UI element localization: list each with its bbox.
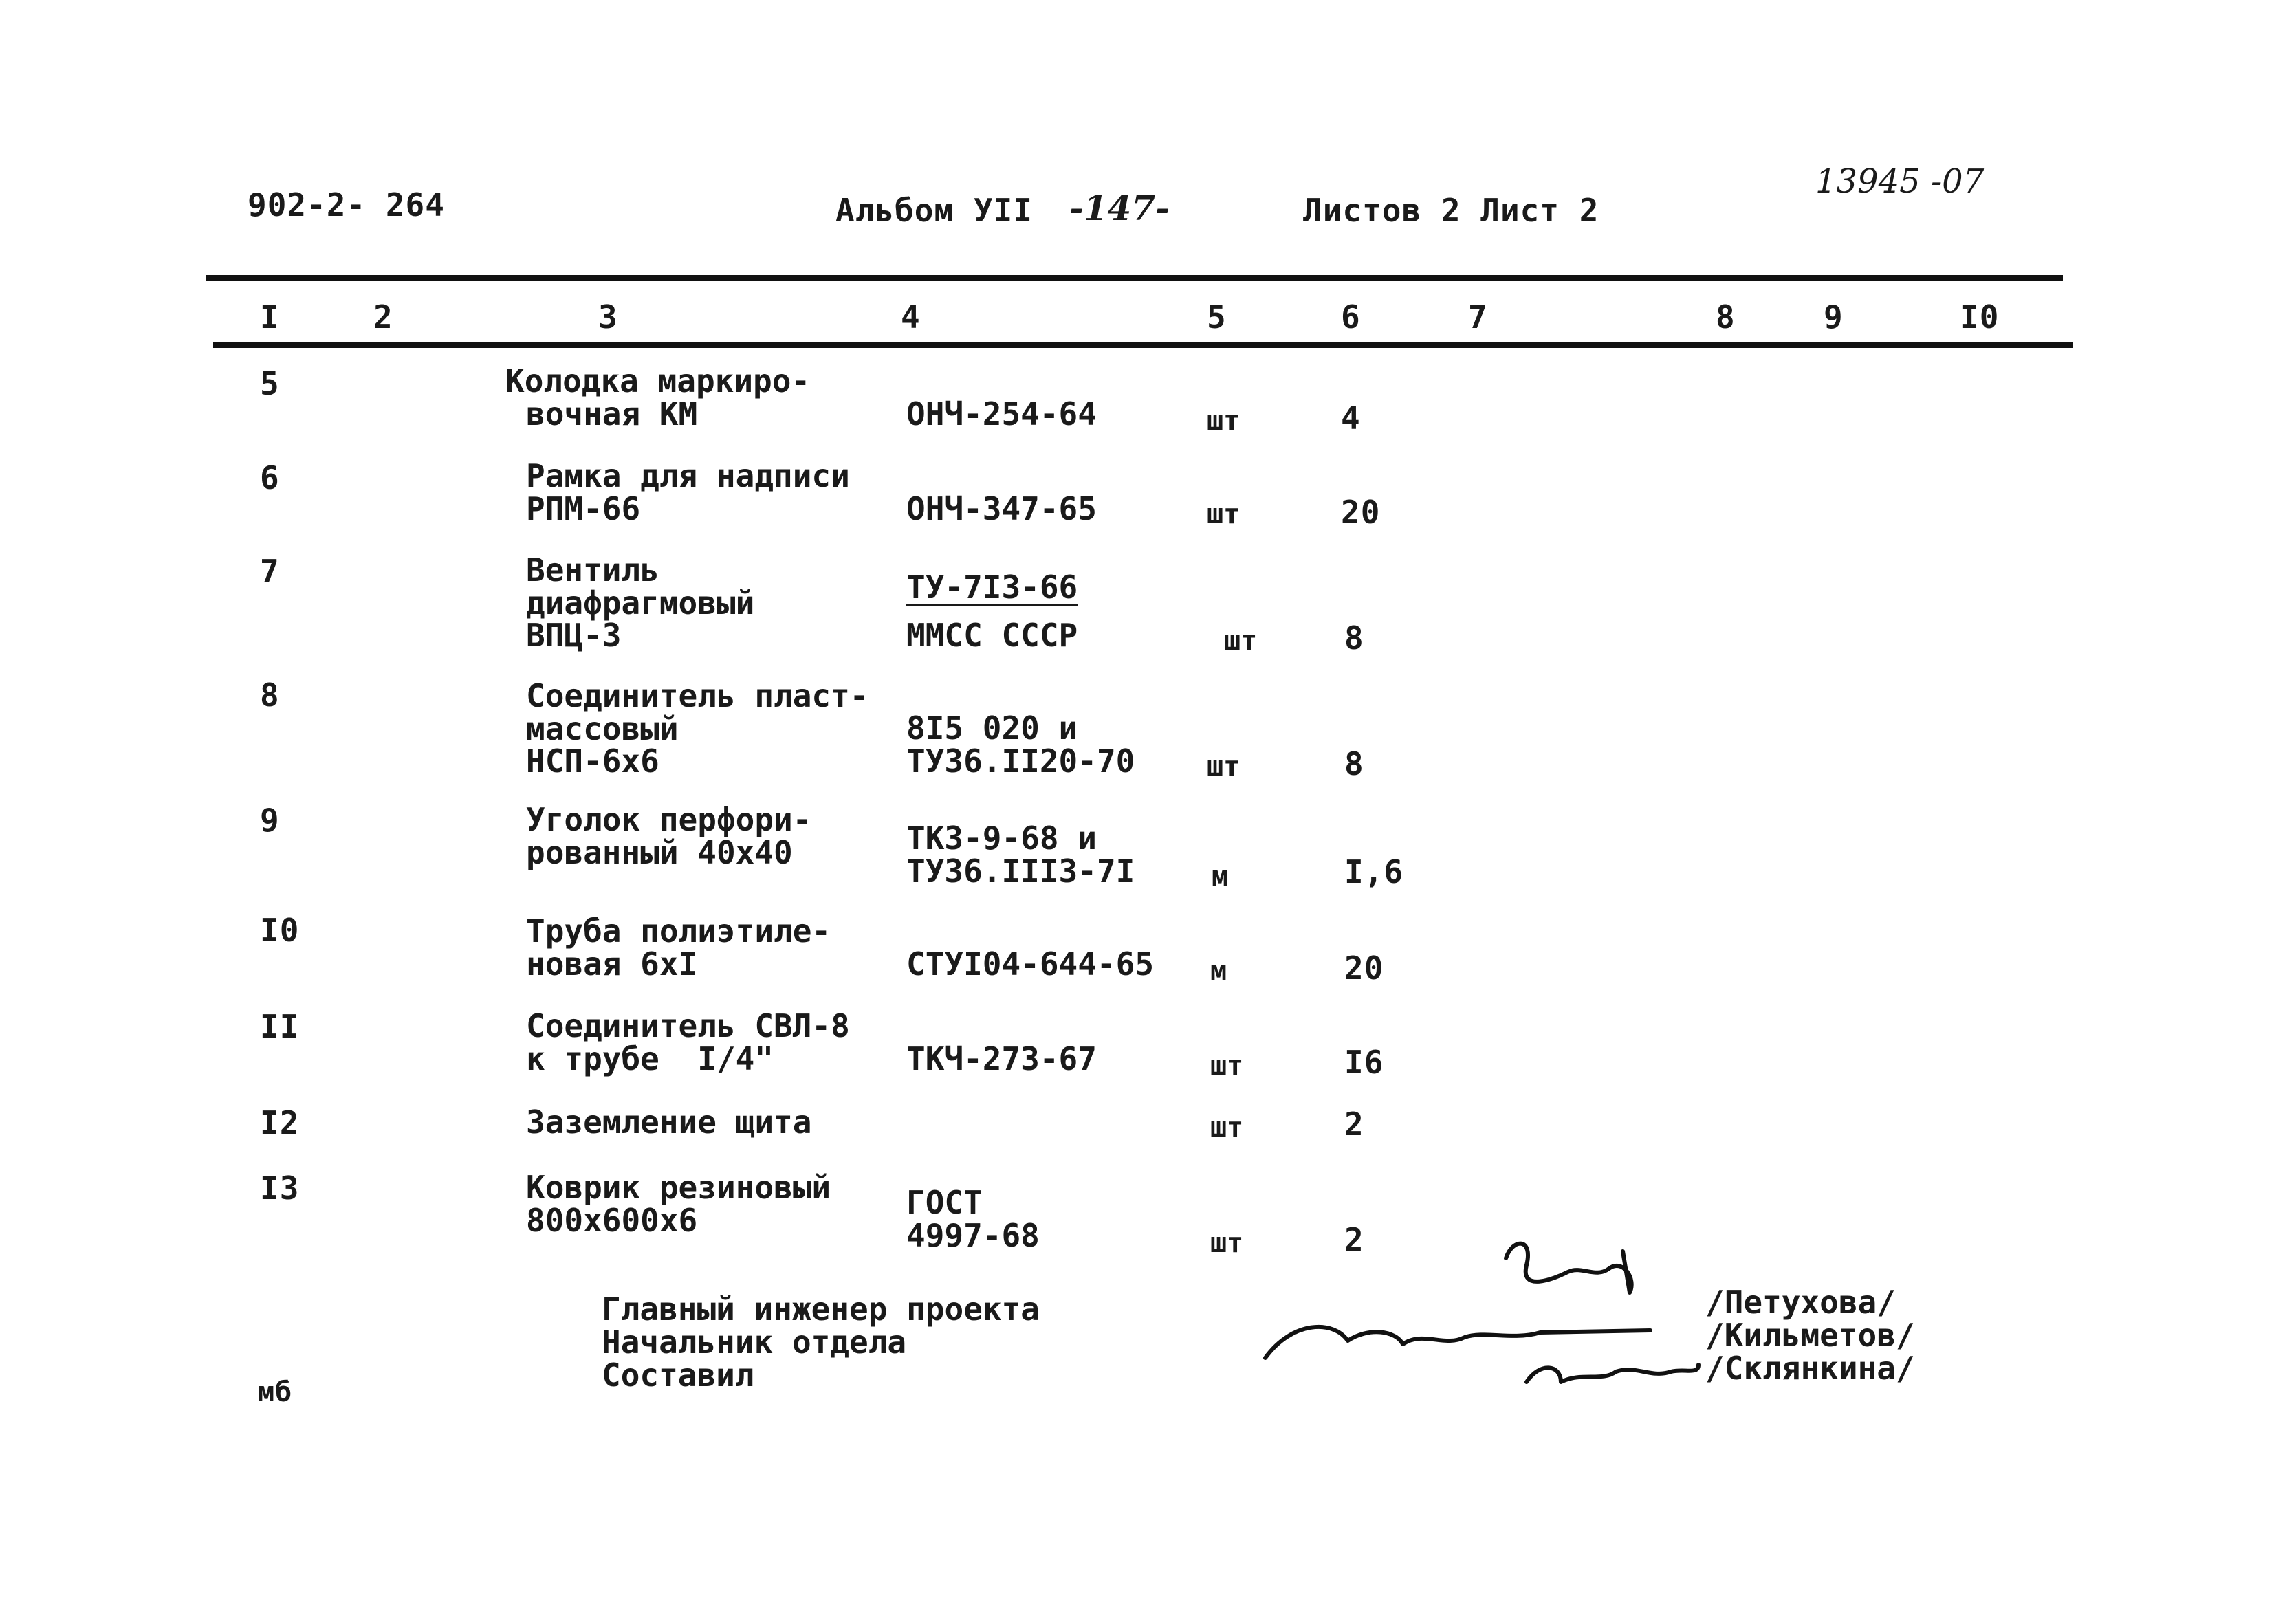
unit-value: шт: [1207, 405, 1240, 437]
item-spec-line: ТК3-9-68 и: [906, 820, 1097, 857]
quantity-value: 2: [1344, 1221, 1364, 1258]
item-spec-line: 4997-68: [906, 1217, 1040, 1254]
album-label: Альбом УII: [835, 192, 1033, 229]
item-name-line: массовый: [526, 710, 679, 747]
row-number: 5: [260, 365, 280, 402]
quantity-value: 4: [1341, 399, 1361, 437]
item-name-line: Уголок перфори-: [526, 801, 812, 838]
quantity-value: I6: [1344, 1044, 1384, 1081]
item-spec-line: ТУ36.III3-7I: [906, 853, 1135, 890]
column-header-7: 7: [1468, 298, 1488, 336]
column-header-4: 4: [901, 298, 921, 336]
item-spec-line: ТУ-7I3-66: [906, 569, 1078, 606]
item-name-line: 800х600х6: [526, 1202, 698, 1239]
item-spec-line: ММСС СССР: [906, 617, 1078, 654]
quantity-value: 2: [1344, 1106, 1364, 1143]
signature-sklyankina: [1527, 1365, 1698, 1382]
archive-number: 13945 -07: [1815, 162, 1985, 201]
quantity-value: 8: [1344, 745, 1364, 782]
row-number: 8: [260, 677, 280, 714]
column-header-2: 2: [373, 298, 393, 336]
item-spec-line: ОНЧ-347-65: [906, 490, 1097, 527]
item-name-line: Заземление щита: [526, 1104, 812, 1141]
row-number: II: [260, 1008, 300, 1045]
item-name-line: диафрагмовый: [526, 584, 755, 622]
row-number: I3: [260, 1170, 300, 1207]
item-name-line: Колодка маркиро-: [505, 362, 811, 399]
item-name-line: рованный 40х40: [526, 834, 793, 871]
doc-number: 902-2- 264: [248, 186, 445, 223]
item-name-line: Рамка для надписи: [526, 457, 850, 494]
footer-mark: мб: [258, 1376, 293, 1408]
item-name-line: Соединитель пласт-: [526, 677, 869, 714]
item-name-line: ВПЦ-3: [526, 617, 622, 654]
row-number: 7: [260, 553, 280, 590]
item-name-line: НСП-6х6: [526, 743, 659, 780]
quantity-value: 8: [1344, 619, 1364, 657]
item-spec-line: СТУI04-644-65: [906, 945, 1155, 983]
item-spec-line: ТКЧ-273-67: [906, 1040, 1097, 1077]
column-header-5: 5: [1207, 298, 1227, 336]
quantity-value: 20: [1344, 950, 1384, 987]
row-number: 6: [260, 459, 280, 496]
unit-value: м: [1212, 861, 1229, 892]
item-name-line: Вентиль: [526, 551, 659, 589]
item-spec-line: ТУ36.II20-70: [906, 743, 1135, 780]
item-spec-line: 8I5 020 и: [906, 710, 1078, 747]
unit-value: шт: [1224, 625, 1258, 657]
unit-value: шт: [1207, 498, 1240, 530]
column-header-3: 3: [598, 298, 618, 336]
row-number: I2: [260, 1104, 300, 1141]
item-spec-line: ГОСТ: [906, 1184, 983, 1221]
item-name-line: Труба полиэтиле-: [526, 912, 831, 950]
page-marker: -147-: [1069, 188, 1170, 228]
column-header-1: I: [260, 298, 280, 336]
signature-kilmetov: [1265, 1327, 1650, 1358]
item-name-line: Соединитель СВЛ-8: [526, 1007, 850, 1044]
name-kilmetov: /Кильметов/: [1705, 1317, 1915, 1354]
item-name-line: новая 6хI: [526, 945, 698, 983]
column-header-10: I0: [1960, 298, 2000, 336]
unit-value: м: [1210, 955, 1227, 987]
sheets-label: Листов 2 Лист 2: [1303, 192, 1599, 229]
name-sklyankina: /Склянкина/: [1705, 1350, 1915, 1387]
item-name-line: Коврик резиновый: [526, 1169, 831, 1206]
column-header-6: 6: [1341, 298, 1361, 336]
role-department-head: Начальник отдела: [602, 1324, 907, 1361]
item-name-line: к трубе I/4": [526, 1040, 774, 1077]
role-chief-engineer: Главный инженер проекта: [602, 1291, 1040, 1328]
column-header-8: 8: [1716, 298, 1736, 336]
unit-value: шт: [1210, 1050, 1244, 1082]
unit-value: шт: [1207, 751, 1240, 782]
item-name-line: РПМ-66: [526, 490, 641, 527]
item-spec-line: ОНЧ-254-64: [906, 395, 1097, 432]
item-name-line: вочная КМ: [526, 395, 698, 432]
row-number: 9: [260, 802, 280, 839]
column-header-9: 9: [1824, 298, 1844, 336]
row-number: I0: [260, 912, 300, 949]
name-petukhova: /Петухова/: [1705, 1284, 1896, 1321]
quantity-value: 20: [1341, 494, 1381, 531]
unit-value: шт: [1210, 1112, 1244, 1143]
role-compiler: Составил: [602, 1357, 754, 1394]
unit-value: шт: [1210, 1227, 1244, 1259]
signature-petukhova: [1506, 1244, 1632, 1293]
quantity-value: I,6: [1344, 853, 1404, 890]
